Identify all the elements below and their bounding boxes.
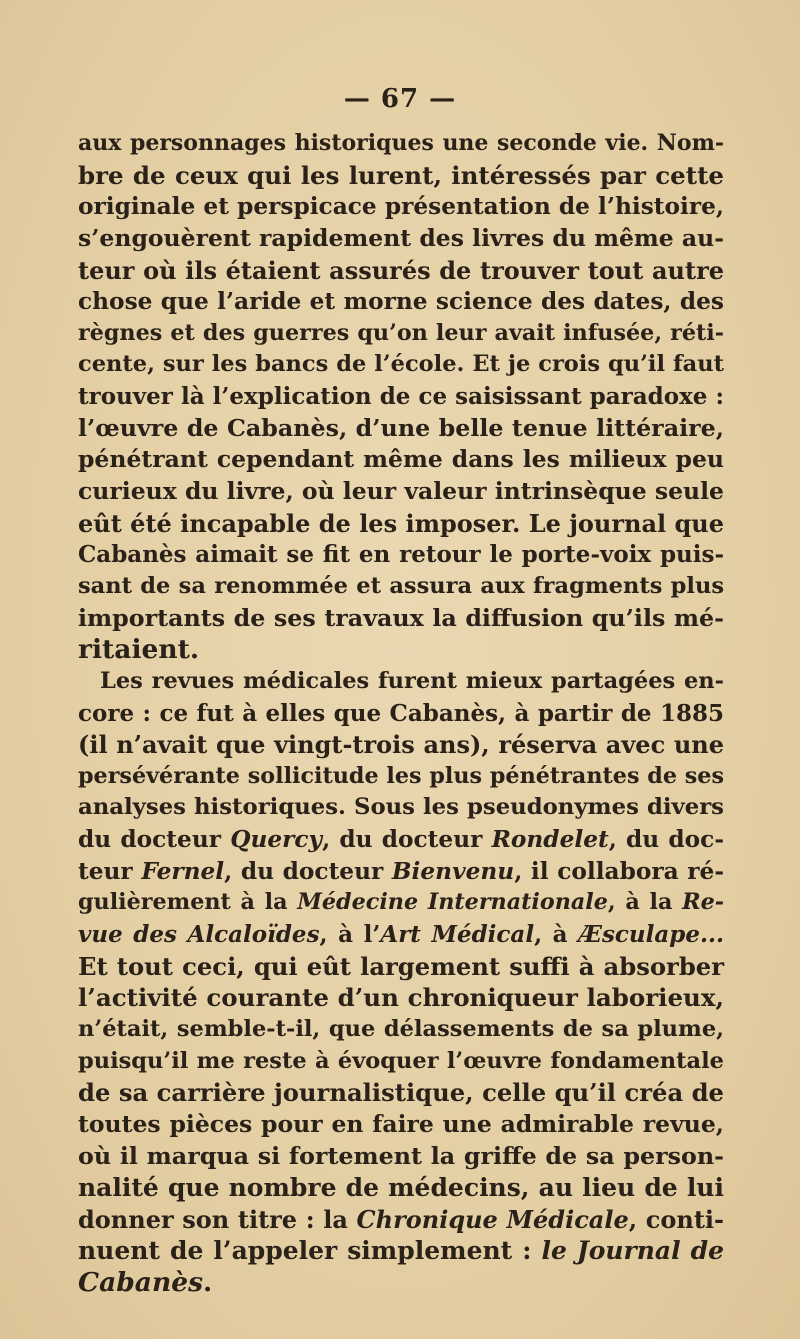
text-line: [78, 349, 724, 381]
text-segment: puisqu’il me reste à évoquer l’œuvre fondamentale: [78, 1047, 724, 1074]
text-line: [78, 571, 724, 603]
text-segment: n’était, semble-t-il, que délassements de sa plume,: [78, 1015, 724, 1042]
text-segment: nalité que nombre de médecins, au lieu de lui: [78, 1173, 724, 1203]
text-line: [78, 255, 724, 287]
text-segment: ritaient.: [78, 634, 200, 666]
text-line: [78, 318, 724, 350]
text-segment: trouver là l’explication de ce saisissant paradoxe :: [78, 383, 724, 411]
text-segment: , conti-: [628, 1204, 724, 1234]
text-line: [78, 223, 724, 255]
text-line: [78, 413, 724, 445]
page-number: — 67 —: [343, 84, 457, 114]
italic-text: Æsculape...: [578, 921, 724, 949]
text-line: [78, 698, 724, 730]
text-line: [78, 539, 724, 571]
text-segment: de sa carrière journalistique, celle qu’il créa de: [78, 1078, 724, 1108]
text-line: [78, 508, 724, 540]
italic-text: le Journal de: [541, 1236, 724, 1266]
text-line: [78, 634, 724, 666]
text-segment: nuent de l’appeler simplement :: [78, 1236, 542, 1266]
text-segment: donner son titre : la: [78, 1204, 357, 1234]
text-segment: , du docteur: [322, 826, 492, 854]
text-segment: Et tout ceci, qui eût largement suffi à absorber: [78, 951, 724, 981]
text-segment: , à: [534, 921, 579, 949]
italic-text: Quercy: [230, 826, 323, 854]
text-line: [78, 982, 724, 1014]
text-segment: , du doc-: [608, 826, 724, 854]
text-segment: l’œuvre de Cabanès, d’une belle tenue littéraire,: [78, 413, 724, 442]
text-line: [78, 444, 724, 476]
text-segment: règnes et des guerres qu’on leur avait infusée, réti-: [78, 319, 724, 346]
text-segment: l’activité courante d’un chroniqueur laborieux,: [78, 983, 724, 1013]
text-segment: où il marqua si fortement la griffe de sa person-: [78, 1141, 724, 1170]
text-line: [78, 603, 724, 635]
text-segment: Cabanès aimait se fit en retour le porte-voix puis-: [78, 541, 724, 569]
text-line: [78, 1172, 724, 1204]
text-line: [78, 666, 724, 698]
italic-text: Fernel: [141, 857, 225, 885]
text-segment: analyses historiques. Sous les pseudonymes divers: [78, 794, 724, 821]
text-segment: persévérante sollicitude les plus pénétrantes de ses: [78, 762, 724, 789]
text-segment: aux personnages historiques une seconde vie. Nom-: [78, 130, 724, 156]
text-segment: , à la: [607, 889, 683, 916]
italic-text: Médecine Internationale: [297, 889, 608, 916]
text-segment: , du docteur: [224, 857, 392, 885]
text-line: [78, 761, 724, 793]
italic-text: vue des Alcaloïdes: [78, 921, 320, 949]
text-line: [78, 951, 724, 983]
body-text: [78, 128, 724, 1299]
text-line: [78, 729, 724, 761]
text-segment: pénétrant cependant même dans les milieux peu: [78, 445, 724, 474]
text-segment: teur: [78, 857, 142, 885]
text-line: [78, 476, 724, 508]
text-segment: , il collabora ré-: [514, 857, 724, 885]
italic-text: Re-: [682, 889, 724, 916]
italic-text: Bienvenu: [391, 857, 515, 885]
italic-text: Cabanès: [78, 1267, 204, 1299]
text-segment: core : ce fut à elles que Cabanès, à partir de 1885: [78, 699, 724, 727]
text-line: [78, 856, 724, 888]
text-segment: (il n’avait que vingt-trois ans), réserva avec une: [78, 730, 724, 760]
text-segment: du docteur: [78, 826, 231, 854]
text-line: [78, 1046, 724, 1078]
text-segment: toutes pièces pour en faire une admirable revue,: [78, 1109, 724, 1138]
text-line: [78, 160, 724, 192]
text-line: [78, 1141, 724, 1173]
text-segment: eût été incapable de les imposer. Le journal que: [78, 508, 724, 538]
italic-text: Chronique Médicale: [356, 1204, 629, 1234]
text-line: [78, 1077, 724, 1109]
text-segment: teur où ils étaient assurés de trouver tout autre: [78, 255, 724, 285]
text-line: [78, 381, 724, 413]
text-line: [78, 1235, 724, 1267]
italic-text: Rondelet: [491, 826, 609, 854]
text-line: [78, 1204, 724, 1236]
text-line: [78, 286, 724, 318]
text-segment: curieux du livre, où leur valeur intrinsèque seule: [78, 477, 724, 506]
text-line: [78, 1267, 724, 1299]
text-segment: sant de sa renommée et assura aux fragments plus: [78, 572, 724, 599]
text-line: [78, 887, 724, 919]
text-line: [78, 128, 724, 160]
text-segment: Les revues médicales furent mieux partagées en-: [100, 667, 724, 694]
text-segment: .: [203, 1267, 213, 1299]
text-line: [78, 191, 724, 223]
text-segment: , à l’: [319, 921, 381, 949]
text-segment: chose que l’aride et morne science des dates, des: [78, 288, 724, 316]
text-line: [78, 1014, 724, 1046]
text-segment: importants de ses travaux la diffusion qu’ils mé-: [78, 603, 724, 632]
text-line: [78, 792, 724, 824]
text-line: [78, 1109, 724, 1141]
text-line: [78, 919, 724, 951]
italic-text: Art Médical: [380, 921, 535, 949]
text-segment: bre de ceux qui les lurent, intéressés par cette: [78, 160, 724, 190]
text-segment: originale et perspicace présentation de l’histoire,: [78, 193, 724, 221]
text-segment: gulièrement à la: [78, 889, 298, 916]
text-line: [78, 824, 724, 856]
text-segment: s’engouèrent rapidement des livres du même au-: [78, 223, 724, 252]
text-segment: cente, sur les bancs de l’école. Et je crois qu’il faut: [78, 351, 724, 378]
